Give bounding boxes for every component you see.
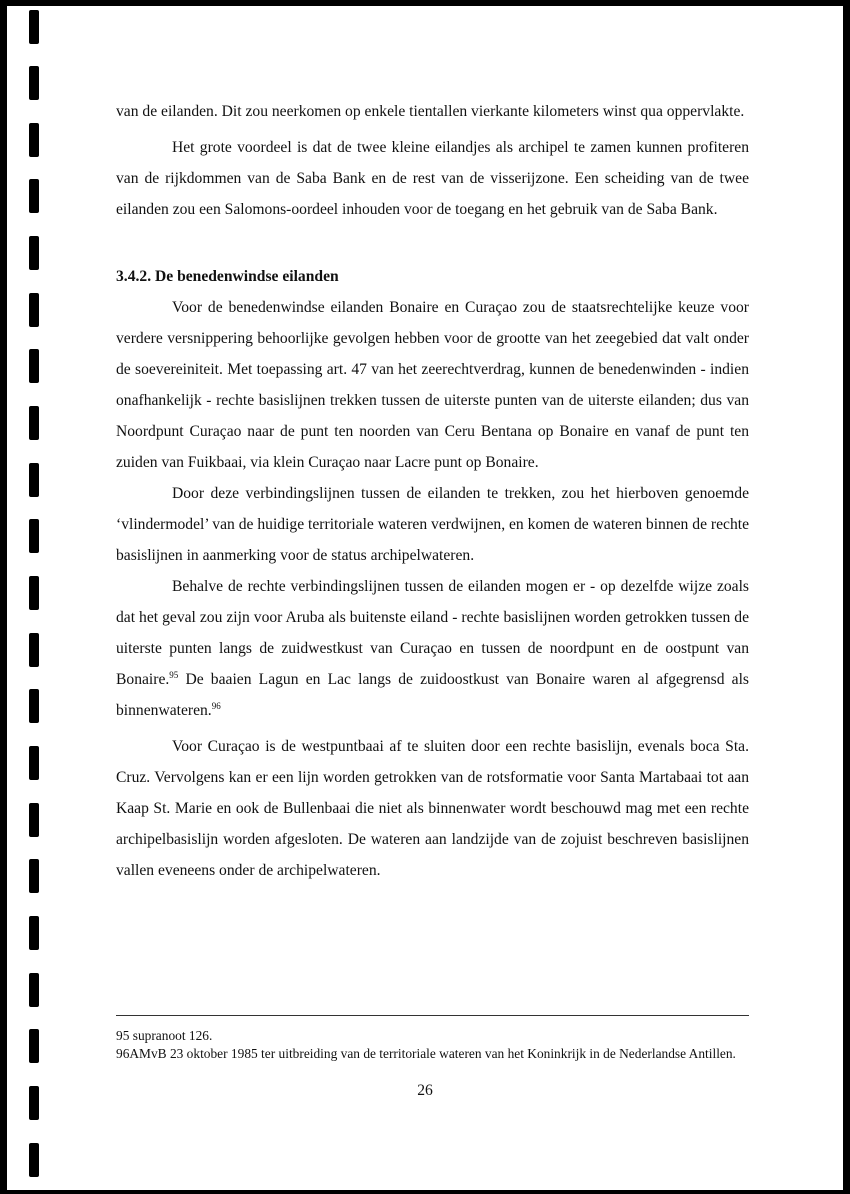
binding-hole	[29, 689, 39, 723]
footnote: 96AMvB 23 oktober 1985 ter uitbreiding van de territoriale wateren van het Koninkrijk in de Nederlandse Antillen.	[116, 1046, 736, 1061]
paragraph: Het grote voordeel is dat de twee kleine eilandjes als archipel te zamen kunnen profiteren van de rijkdommen van de Saba Bank en de rest van de visserijzone. Een scheiding van de twee eilanden zou een Salomons-oordeel inhouden voor de toegang en het gebruik van de Saba Bank.	[116, 139, 749, 218]
paragraph: Door deze verbindingslijnen tussen de eilanden te trekken, zou het hierboven genoemde ‘vlindermodel’ van de huidige territoriale wateren verdwijnen, en komen de wateren binnen de rechte basislijnen in aanmerking voor de status archipelwateren.	[116, 485, 749, 564]
binding-hole	[29, 10, 39, 44]
paragraph: Voor de benedenwindse eilanden Bonaire en Curaçao zou de staatsrechtelijke keuze voor verdere versnippering behoorlijke gevolgen hebben voor de grootte van het zeegebied dat valt onder de soevereiniteit. Met toepassing art. 47 van het zeerechtverdrag, kunnen de benedenwinden - indien onafhankelijk - rechte basislijnen trekken tussen de uiterste punten van de uiterste eilanden; dus van Noordpunt Curaçao naar de punt ten noorden van Ceru Bentana op Bonaire en vanaf de punt ten zuiden van Fuikbaai, via klein Curaçao naar Lacre punt op Bonaire.	[116, 299, 749, 471]
paragraph-text: De baaien Lagun en Lac langs de zuidoostkust van Bonaire waren al afgegrensd als binnenwateren.	[116, 671, 749, 719]
body-text	[116, 96, 749, 886]
binding-hole	[29, 349, 39, 383]
binding-hole	[29, 859, 39, 893]
binding-hole	[29, 293, 39, 327]
binding-hole	[29, 746, 39, 780]
binding-holes	[29, 6, 49, 1190]
footnote: 95 supranoot 126.	[116, 1028, 213, 1043]
footnote-ref: 95	[169, 670, 179, 680]
footnote-ref: 96	[211, 701, 221, 711]
paragraph-text: Behalve de rechte verbindingslijnen tussen de eilanden mogen er - op dezelfde wijze zoals dat het geval zou zijn voor Aruba als buitenste eiland - rechte basislijnen worden getrokken tussen de uiterste punten langs de zuidwestkust van Curaçao en tussen de noordpunt en de oostpunt van Bonaire.	[116, 578, 749, 688]
binding-hole	[29, 633, 39, 667]
binding-hole	[29, 973, 39, 1007]
binding-hole	[29, 406, 39, 440]
paragraph: Voor Curaçao is de westpuntbaai af te sluiten door een rechte basislijn, evenals boca Sta. Cruz. Vervolgens kan er een lijn worden getrokken van de rotsformatie voor Santa Martabaai tot aan Kaap St. Marie en ook de Bullenbaai die niet als binnenwater wordt beschouwd mag met een rechte archipelbasislijn worden afgesloten. De wateren aan landzijde van de zojuist beschreven basislijnen vallen eveneens onder de archipelwateren.	[116, 738, 749, 879]
binding-hole	[29, 1029, 39, 1063]
binding-hole	[29, 66, 39, 100]
paragraph	[116, 571, 749, 726]
footnotes	[116, 1027, 749, 1063]
paragraph: van de eilanden. Dit zou neerkomen op enkele tientallen vierkante kilometers winst qua oppervlakte.	[116, 103, 745, 120]
binding-hole	[29, 236, 39, 270]
binding-hole	[29, 123, 39, 157]
binding-hole	[29, 803, 39, 837]
section-heading: 3.4.2. De benedenwindse eilanden	[116, 268, 339, 285]
binding-hole	[29, 463, 39, 497]
binding-hole	[29, 576, 39, 610]
binding-hole	[29, 916, 39, 950]
binding-hole	[29, 179, 39, 213]
binding-hole	[29, 519, 39, 553]
binding-hole	[29, 1143, 39, 1177]
document-page	[7, 6, 843, 1190]
page-number: 26	[417, 1082, 433, 1099]
footnote-divider	[116, 1015, 749, 1016]
